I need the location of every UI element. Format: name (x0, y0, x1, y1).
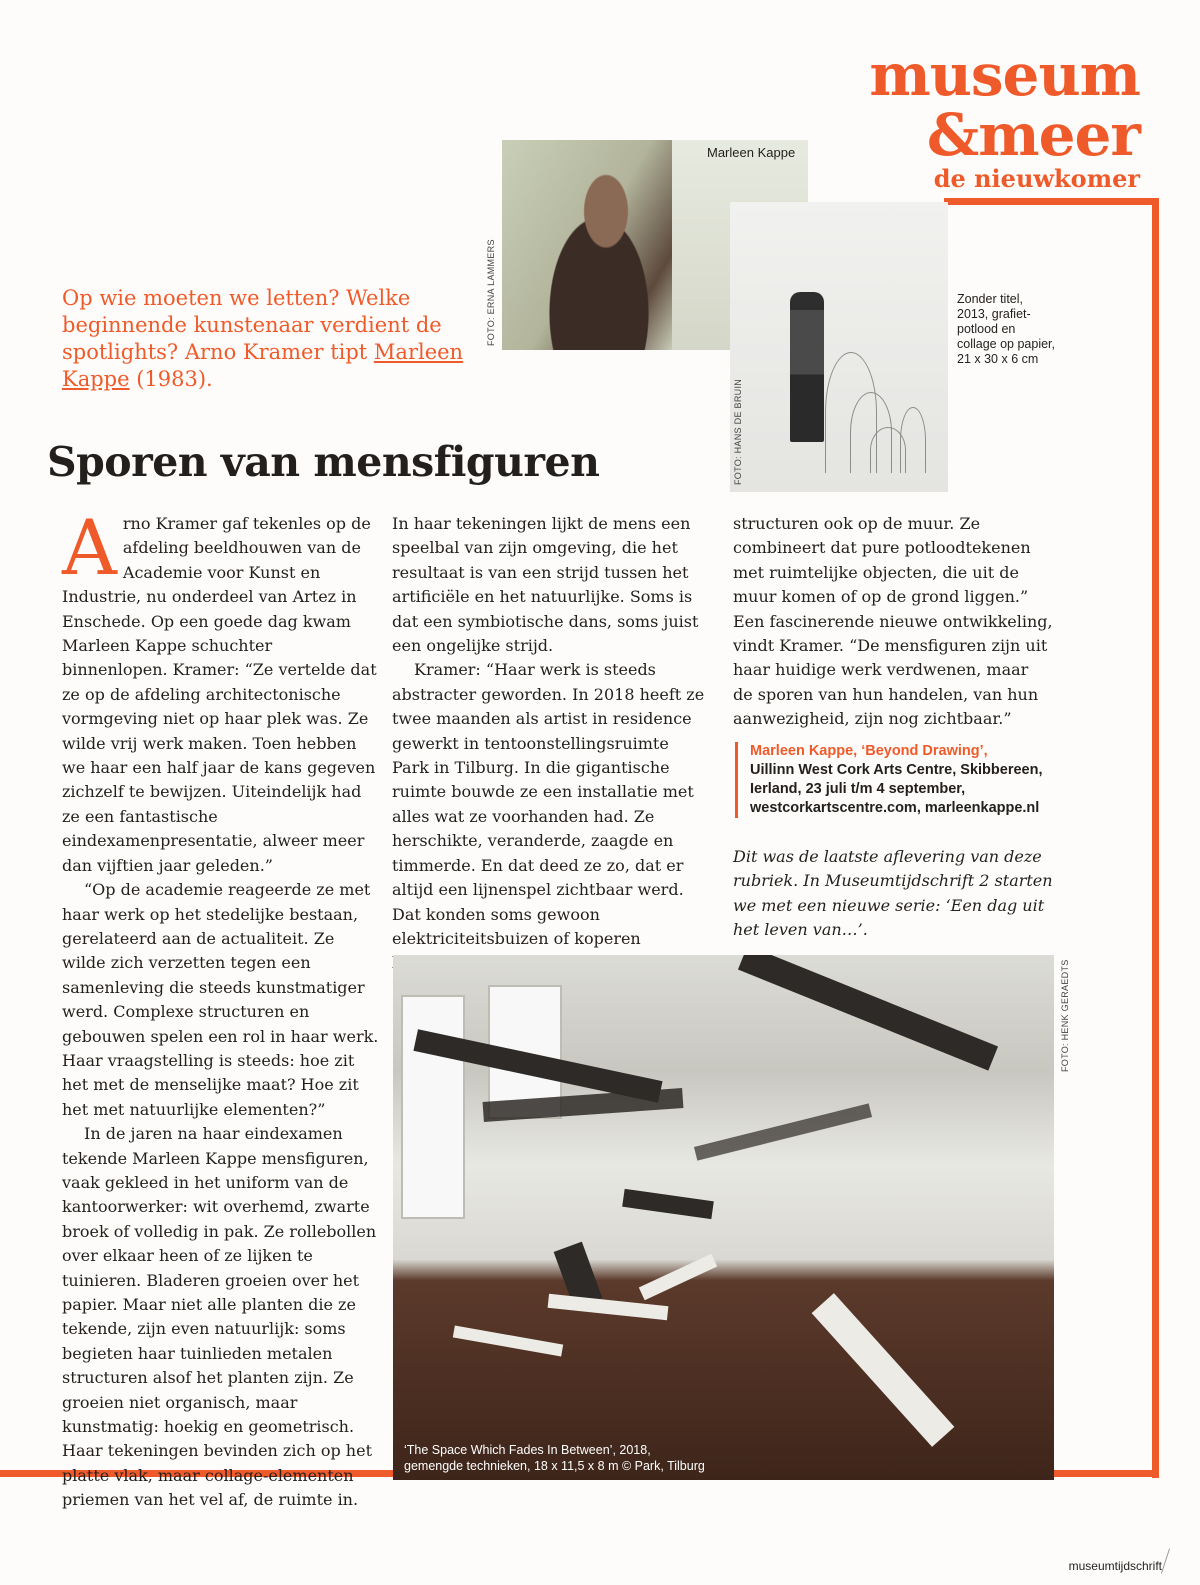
installation-caption (404, 1442, 705, 1474)
exhibition-name: Marleen Kappe, ‘Beyond Drawing’, (750, 743, 988, 759)
orange-rule-right (1152, 198, 1159, 1478)
floor-sheet (639, 1254, 717, 1300)
intro-after: (1983). (129, 367, 213, 391)
exhibition-info (735, 742, 1070, 818)
intro-before: Op wie moeten we letten? Welke beginnende kunstenaar verdient de spotlights? Arno Kramer tipt (62, 286, 442, 364)
drawn-figure (790, 292, 824, 442)
artist-figure (522, 165, 662, 350)
paragraph: Kramer: “Haar werk is steeds abstracter geworden. In 2018 heeft ze twee maanden als artist in residence gewerkt in tentoonstellingsruimte Park in Tilburg. In die gigantische ruimte bouwde ze een installatie met alles wat ze voorhanden had. Ze herschikte, veranderde, zaagde en timmerde. En dat deed ze zo, dat er altijd een lijnenspel zichtbaar werd. Dat konden soms gewoon elektriciteitsbuizen of koperen (392, 660, 705, 948)
paragraph: structuren ook op de muur. Ze combineert dat pure potloodtekenen met ruimtelijke objecten, die uit de muur komen of op de grond liggen.” Een fascinerende nieuwe ontwikkeling, vindt Kramer. “De mensfiguren zijn uit haar huidige werk verdwenen, maar de sporen van hun handelen, van hun aanwezigheid, zijn nog zichtbaar.” (733, 514, 1053, 729)
window (401, 995, 465, 1219)
installation-caption-line: ‘The Space Which Fades In Between’, 2018, (404, 1443, 651, 1457)
artwork-photo (730, 202, 948, 492)
artist-link[interactable]: Marleen Kappe (62, 340, 464, 391)
intro-text (62, 285, 482, 393)
article-headline: Sporen van mensfiguren (47, 438, 600, 486)
floor-sheet (548, 1294, 669, 1320)
footer-divider (1161, 1548, 1170, 1573)
artwork-caption: Zonder titel, 2013, grafietpotlood en collage op papier, 21 x 30 x 6 cm (957, 292, 1055, 366)
installation-photo (393, 955, 1054, 1480)
exhibition-details: Uillinn West Cork Arts Centre, Skibbereen, Ierland, 23 juli t/m 4 september, westcorkartscentre.com, marleenkappe.nl (750, 762, 1043, 816)
installation-photo-credit: FOTO: HENK GERAEDTS (1060, 959, 1070, 1072)
masthead-meer: &meer (926, 101, 1140, 169)
suspended-panel (738, 955, 998, 1071)
paragraph (62, 503, 380, 878)
paragraph: In de jaren na haar eindexamen tekende Marleen Kappe mensfiguren, vaak gekleed in het uniform van de kantoorwerker: wit overhemd, zwarte broek of volledig in pak. Ze rollebollen over elkaar heen of ze lijken te tuinieren. Bladeren groeien over het papier. Maar niet alle planten die ze tekende, zijn even natuurlijk: soms begieten haar tuinlieden metalen structuren alsof het planten zijn. Ze groeien niet organisch, maar kunstmatig: hoekig en geometrisch. Haar tekeningen bevinden zich op het platte vlak, maar collage-elementen priemen van het vel af, de ruimte in. (62, 1124, 377, 1510)
artist-photo-label: Marleen Kappe (707, 145, 796, 160)
paragraph: In haar tekeningen lijkt de mens een speelbal van zijn omgeving, die het resultaat is van een strijd tussen het artificiële en het natuurlijke. Soms is dat een symbiotische dans, soms juist een ongelijke strijd. (392, 514, 699, 656)
suspended-panel (622, 1189, 714, 1219)
orange-rule-top (944, 198, 1158, 205)
artwork-photo-credit: FOTO: HANS DE BRUIN (733, 378, 743, 485)
body-column-3 (733, 512, 1053, 732)
masthead-museum: museum (869, 41, 1140, 109)
artist-photo-credit: FOTO: ERNA LAMMERS (486, 239, 496, 346)
section-title: de nieuwkomer (933, 164, 1140, 193)
paragraph: “Op de academie reageerde ze met haar werk op het stedelijke bestaan, gerelateerd aan de actualiteit. Ze wilde zich verzetten tegen een samenleving die steeds kunstmatiger werd. Complexe structuren en gebouwen spelen een rol in haar werk. Haar vraagstelling is steeds: hoe zit het met de menselijke maat? Hoe zit het met natuurlijke elementen?” (62, 880, 379, 1119)
footer-title: museumtijdschrift (1068, 1559, 1162, 1573)
body-column-2 (392, 512, 708, 976)
floor-sheet (453, 1326, 563, 1357)
suspended-panel (694, 1103, 872, 1160)
drop-cap: A (62, 503, 117, 592)
paragraph-text: rno Kramer gaf tekenles op de afdeling beeldhouwen van de Academie voor Kunst en Industrie, nu onderdeel van Artez in Enschede. Op een goede dag kwam Marleen Kappe schuchter binnenlopen. Kramer: “Ze vertelde dat ze op de afdeling architectonische vormgeving niet op haar plek was. Ze wilde vrij werk maken. Toen hebben we haar een half jaar de kans gegeven zichzelf te bewijzen. Uiteindelijk had ze een fantastische eindexamenpresentatie, alweer meer dan vijftien jaar geleden.” (62, 514, 377, 875)
floor-sheet (812, 1293, 955, 1447)
wire-shape (900, 407, 926, 473)
installation-caption-line: gemengde technieken, 18 x 11,5 x 8 m © Park, Tilburg (404, 1459, 705, 1473)
closing-note: Dit was de laatste aflevering van deze rubriek. In Museumtijdschrift 2 starten we met een nieuwe serie: ‘Een dag uit het leven van…’. (733, 847, 1053, 940)
body-column-1 (62, 503, 380, 1513)
